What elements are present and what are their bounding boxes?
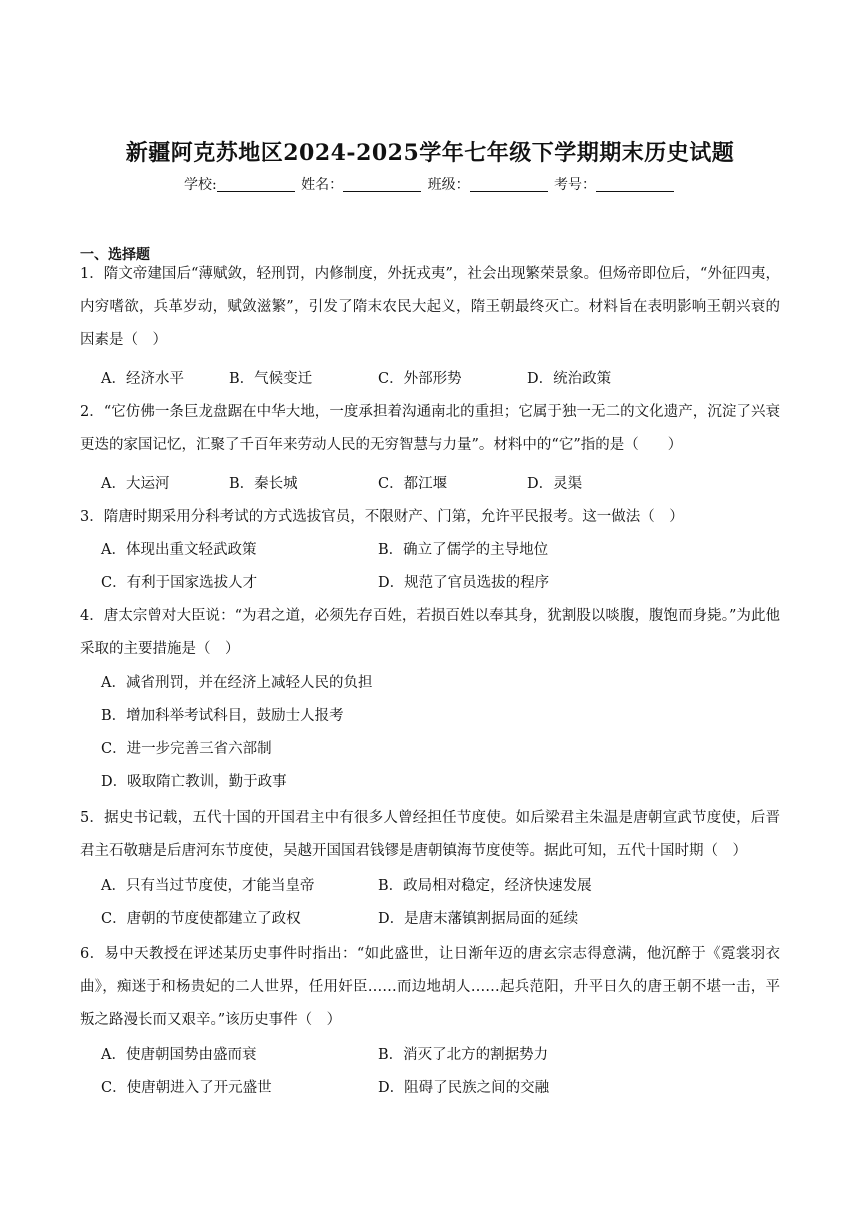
- option-b[interactable]: B．确立了儒学的主导地位: [378, 542, 549, 558]
- school-label: 学校:: [183, 177, 217, 193]
- option-d[interactable]: D．阻碍了民族之间的交融: [378, 1080, 550, 1096]
- option-a[interactable]: A．体现出重文轻武政策: [101, 542, 257, 558]
- question-3-text: 3．隋唐时期采用分科考试的方式选拔官员，不限财产、门第，允许平民报考。这一做法（ ）: [80, 509, 684, 525]
- option-a[interactable]: A．只有当过节度使，才能当皇帝: [101, 878, 315, 894]
- question-6-options: [101, 1039, 781, 1105]
- question-5-text: 5．据史书记载，五代十国的开国君主中有很多人曾经担任节度使。如后梁君主朱温是唐朝宣武节度使，后晋君主石敬瑭是后唐河东节度使，吴越开国国君钱镠是唐朝镇海节度使等。据此可知，五代十国时期（ ）: [80, 810, 780, 859]
- option-a[interactable]: A．经济水平: [101, 371, 184, 387]
- question-6-text: 6．易中天教授在评述某历史事件时指出：“如此盛世，让日渐年迈的唐玄宗志得意满，他沉醉于《霓裳羽衣曲》，痴迷于和杨贵妃的二人世界，任用奸臣……而边地胡人……起兵范阳，升平日久的唐王朝不堪一击，平叛之路漫长而又艰辛。”该历史事件（ ）: [80, 946, 780, 1028]
- section-title: 一、选择题: [80, 247, 150, 263]
- option-c[interactable]: C．使唐朝进入了开元盛世: [101, 1080, 272, 1096]
- option-c[interactable]: C．进一步完善三省六部制: [101, 741, 272, 757]
- student-info-line: [0, 174, 860, 194]
- option-a[interactable]: A．减省刑罚，并在经济上减轻人民的负担: [101, 675, 373, 691]
- option-d[interactable]: D．灵渠: [527, 476, 583, 492]
- option-a[interactable]: A．大运河: [101, 476, 170, 492]
- number-label: 考号：: [554, 177, 597, 193]
- question-4-options: [101, 667, 781, 799]
- option-b[interactable]: B．政局相对稳定，经济快速发展: [378, 878, 592, 894]
- school-blank[interactable]: [217, 177, 295, 192]
- class-label: 班级：: [427, 177, 470, 193]
- question-1-text: 1．隋文帝建国后“薄赋敛，轻刑罚，内修制度，外抚戎夷”，社会出现繁荣景象。但炀帝即位后，“外征四夷，内穷嗜欲，兵革岁动，赋敛滋繁”，引发了隋末农民大起义，隋王朝最终灭亡。材料旨在表明影响王朝兴衰的因素是（ ）: [80, 266, 780, 348]
- option-c[interactable]: C．唐朝的节度使都建立了政权: [101, 911, 301, 927]
- option-c[interactable]: C．有利于国家选拔人才: [101, 575, 258, 591]
- question-3-options: [101, 534, 781, 600]
- question-2-text: 2．“它仿佛一条巨龙盘踞在中华大地，一度承担着沟通南北的重担；它属于独一无二的文化遗产，沉淀了兴衰更迭的家国记忆，汇聚了千百年来劳动人民的无穷智慧与力量”。材料中的“它”指的是（ ）: [80, 404, 780, 453]
- name-label: 姓名：: [301, 177, 344, 193]
- option-b[interactable]: B．增加科举考试科目，鼓励士人报考: [101, 708, 344, 724]
- name-blank[interactable]: [343, 177, 421, 192]
- question-1-options: [101, 363, 781, 396]
- option-c[interactable]: C．都江堰: [378, 476, 448, 492]
- question-5-options: [101, 870, 781, 936]
- option-d[interactable]: D．是唐末藩镇割据局面的延续: [378, 911, 579, 927]
- option-b[interactable]: B．秦长城: [229, 476, 298, 492]
- option-d[interactable]: D．统治政策: [527, 371, 612, 387]
- option-b[interactable]: B．消灭了北方的割据势力: [378, 1047, 549, 1063]
- page-title: 新疆阿克苏地区2024-2025学年七年级下学期期末历史试题: [125, 140, 735, 166]
- option-b[interactable]: B．气候变迁: [229, 371, 313, 387]
- question-4-text: 4．唐太宗曾对大臣说：“为君之道，必须先存百姓，若损百姓以奉其身，犹割股以啖腹，腹饱而身毙。”为此他采取的主要措施是（ ）: [80, 608, 780, 657]
- number-blank[interactable]: [596, 177, 674, 192]
- class-blank[interactable]: [470, 177, 548, 192]
- option-c[interactable]: C．外部形势: [378, 371, 462, 387]
- question-2-options: [101, 468, 781, 501]
- option-d[interactable]: D．规范了官员选拔的程序: [378, 575, 550, 591]
- option-d[interactable]: D．吸取隋亡教训，勤于政事: [101, 774, 287, 790]
- option-a[interactable]: A．使唐朝国势由盛而衰: [101, 1047, 257, 1063]
